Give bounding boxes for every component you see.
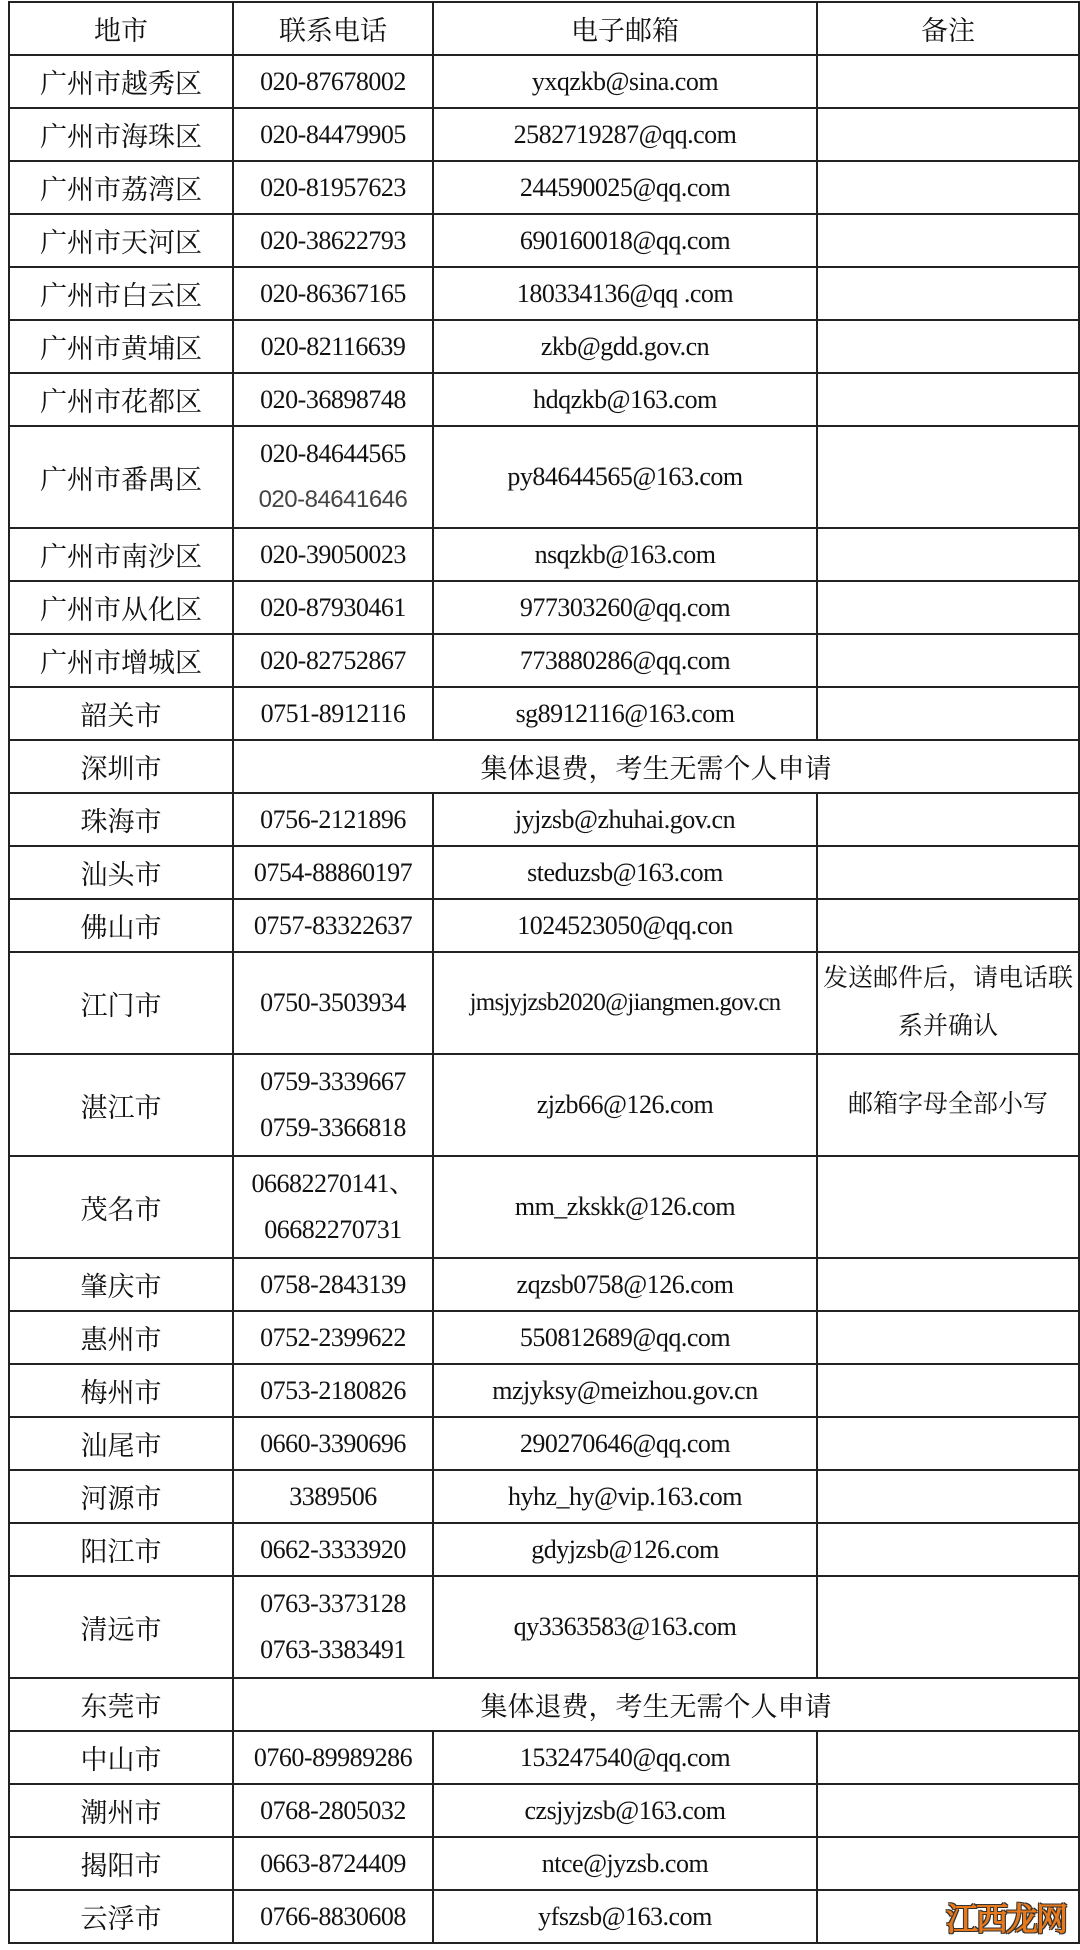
phone-cell (233, 108, 433, 161)
email-cell[interactable]: 773880286@qq.com (433, 634, 817, 687)
email-cell[interactable]: zjzb66@126.com (433, 1054, 817, 1156)
note-cell (817, 1523, 1079, 1576)
table-row (9, 1890, 1079, 1943)
note-cell (817, 846, 1079, 899)
city-cell: 广州市南沙区 (9, 528, 233, 581)
note-cell: 邮箱字母全部小写 (817, 1054, 1079, 1156)
phone-number: 0758-2843139 (260, 1269, 406, 1299)
phone-number: 020-82116639 (260, 331, 406, 361)
table-row (9, 846, 1079, 899)
city-cell: 汕头市 (9, 846, 233, 899)
email-cell[interactable]: 977303260@qq.com (433, 581, 817, 634)
table-row (9, 634, 1079, 687)
table-row (9, 267, 1079, 320)
phone-cell (233, 899, 433, 952)
phone-number: 0763-3383491 (260, 1635, 406, 1664)
table-row (9, 793, 1079, 846)
email-cell[interactable]: 690160018@qq.com (433, 214, 817, 267)
phone-number: 0766-8830608 (260, 1901, 406, 1931)
city-cell: 广州市荔湾区 (9, 161, 233, 214)
city-cell: 汕尾市 (9, 1417, 233, 1470)
phone-cell (233, 1054, 433, 1156)
phone-number: 3389506 (289, 1481, 377, 1511)
email-cell[interactable]: 180334136@qq .com (433, 267, 817, 320)
phone-number: 020-86367165 (260, 278, 406, 308)
table-row (9, 1470, 1079, 1523)
phone-cell (233, 1890, 433, 1943)
email-cell[interactable]: steduzsb@163.com (433, 846, 817, 899)
note-cell (817, 1156, 1079, 1258)
note-cell (817, 528, 1079, 581)
phone-cell (233, 1364, 433, 1417)
city-cell: 清远市 (9, 1576, 233, 1678)
phone-number: 0662-3333920 (260, 1534, 406, 1564)
table-row (9, 899, 1079, 952)
merged-note-cell: 集体退费，考生无需个人申请 (233, 1678, 1079, 1731)
phone-number: 0759-3339667 (260, 1067, 406, 1096)
note-cell (817, 267, 1079, 320)
phone-cell (233, 1156, 433, 1258)
email-cell[interactable]: zkb@gdd.gov.cn (433, 320, 817, 373)
email-cell[interactable]: hyhz_hy@vip.163.com (433, 1470, 817, 1523)
table-row (9, 952, 1079, 1054)
contact-table (8, 1, 1080, 1944)
note-cell (817, 373, 1079, 426)
email-cell[interactable]: hdqzkb@163.com (433, 373, 817, 426)
table-row (9, 1417, 1079, 1470)
phone-number: 0660-3390696 (260, 1428, 406, 1458)
header-city: 地市 (9, 2, 233, 55)
email-cell[interactable]: zqzsb0758@126.com (433, 1258, 817, 1311)
city-cell: 茂名市 (9, 1156, 233, 1258)
note-cell (817, 1364, 1079, 1417)
city-cell: 广州市黄埔区 (9, 320, 233, 373)
phone-cell (233, 1731, 433, 1784)
phone-cell (233, 161, 433, 214)
phone-cell (233, 1311, 433, 1364)
phone-number: 020-84644565 (260, 439, 406, 468)
phone-cell (233, 1470, 433, 1523)
city-cell: 韶关市 (9, 687, 233, 740)
email-cell[interactable]: nsqzkb@163.com (433, 528, 817, 581)
phone-number: 0756-2121896 (260, 804, 406, 834)
table-row (9, 1784, 1079, 1837)
phone-number: 020-87930461 (260, 592, 406, 622)
note-cell (817, 1784, 1079, 1837)
city-cell: 广州市天河区 (9, 214, 233, 267)
note-cell (817, 320, 1079, 373)
table-row (9, 528, 1079, 581)
email-cell[interactable]: 550812689@qq.com (433, 1311, 817, 1364)
note-cell (817, 214, 1079, 267)
phone-number: 0752-2399622 (260, 1322, 406, 1352)
table-row (9, 426, 1079, 528)
phone-cell (233, 687, 433, 740)
phone-number: 0663-8724409 (260, 1848, 406, 1878)
phone-number: 0753-2180826 (260, 1375, 406, 1405)
city-cell: 梅州市 (9, 1364, 233, 1417)
email-cell[interactable]: py84644565@163.com (433, 426, 817, 528)
phone-cell (233, 1417, 433, 1470)
phone-number: 0750-3503934 (260, 988, 406, 1017)
note-cell (817, 1258, 1079, 1311)
city-cell: 东莞市 (9, 1678, 233, 1731)
table-row (9, 687, 1079, 740)
phone-number: 06682270731 (264, 1215, 402, 1244)
phone-number: 020-81957623 (260, 172, 406, 202)
table-row (9, 1364, 1079, 1417)
table-row (9, 214, 1079, 267)
phone-cell (233, 793, 433, 846)
note-cell (817, 1470, 1079, 1523)
city-cell: 佛山市 (9, 899, 233, 952)
phone-cell (233, 426, 433, 528)
city-cell: 江门市 (9, 952, 233, 1054)
note-cell (817, 1417, 1079, 1470)
table-row (9, 373, 1079, 426)
phone-cell (233, 1837, 433, 1890)
phone-number: 020-38622793 (260, 225, 406, 255)
city-cell: 阳江市 (9, 1523, 233, 1576)
note-cell (817, 108, 1079, 161)
city-cell: 广州市海珠区 (9, 108, 233, 161)
note-cell (817, 161, 1079, 214)
table-row (9, 1258, 1079, 1311)
phone-number: 0760-89989286 (253, 1742, 413, 1772)
email-cell[interactable]: jmsjyjzsb2020@jiangmen.gov.cn (433, 952, 817, 1054)
phone-number: 020-82752867 (260, 645, 406, 675)
note-cell (817, 55, 1079, 108)
email-cell[interactable]: mzjyksy@meizhou.gov.cn (433, 1364, 817, 1417)
header-email: 电子邮箱 (433, 2, 817, 55)
email-cell[interactable]: 153247540@qq.com (433, 1731, 817, 1784)
phone-number: 0768-2805032 (260, 1795, 406, 1825)
email-cell[interactable]: yfszsb@163.com (433, 1890, 817, 1943)
note-cell (817, 1311, 1079, 1364)
email-cell[interactable]: jyjzsb@zhuhai.gov.cn (433, 793, 817, 846)
note-cell (817, 793, 1079, 846)
phone-number: 020-87678002 (260, 66, 406, 96)
table-row (9, 1054, 1079, 1156)
phone-cell (233, 1576, 433, 1678)
city-cell: 广州市白云区 (9, 267, 233, 320)
city-cell: 云浮市 (9, 1890, 233, 1943)
phone-number: 0759-3366818 (260, 1113, 406, 1142)
phone-number: 020-39050023 (260, 539, 406, 569)
city-cell: 中山市 (9, 1731, 233, 1784)
phone-cell (233, 528, 433, 581)
city-cell: 河源市 (9, 1470, 233, 1523)
table-row (9, 1678, 1079, 1731)
phone-cell (233, 634, 433, 687)
merged-note-cell: 集体退费，考生无需个人申请 (233, 740, 1079, 793)
phone-cell (233, 373, 433, 426)
phone-cell (233, 214, 433, 267)
phone-cell (233, 1523, 433, 1576)
city-cell: 肇庆市 (9, 1258, 233, 1311)
table-row (9, 320, 1079, 373)
phone-cell (233, 846, 433, 899)
phone-number: 020-84479905 (260, 119, 406, 149)
note-cell (817, 634, 1079, 687)
table-row (9, 1731, 1079, 1784)
email-cell[interactable]: 244590025@qq.com (433, 161, 817, 214)
table-row (9, 1576, 1079, 1678)
email-cell[interactable]: 290270646@qq.com (433, 1417, 817, 1470)
table-row (9, 1837, 1079, 1890)
city-cell: 广州市花都区 (9, 373, 233, 426)
phone-number: 0757-83322637 (253, 910, 413, 940)
phone-number: 06682270141、 (251, 1169, 415, 1198)
email-cell[interactable]: qy3363583@163.com (433, 1576, 817, 1678)
city-cell: 广州市番禺区 (9, 426, 233, 528)
note-cell (817, 426, 1079, 528)
note-cell (817, 1837, 1079, 1890)
phone-number: 0763-3373128 (260, 1589, 406, 1618)
phone-number: 020-84641646 (258, 486, 408, 513)
email-cell[interactable]: czsjyjzsb@163.com (433, 1784, 817, 1837)
table-row (9, 108, 1079, 161)
city-cell: 揭阳市 (9, 1837, 233, 1890)
header-phone: 联系电话 (233, 2, 433, 55)
note-cell (817, 1576, 1079, 1678)
table-header-row (9, 2, 1079, 55)
city-cell: 广州市增城区 (9, 634, 233, 687)
phone-cell (233, 952, 433, 1054)
note-cell (817, 581, 1079, 634)
phone-number: 0754-88860197 (253, 857, 413, 887)
table-row (9, 581, 1079, 634)
phone-cell (233, 1258, 433, 1311)
phone-cell (233, 55, 433, 108)
city-cell: 湛江市 (9, 1054, 233, 1156)
email-cell[interactable]: yxqzkb@sina.com (433, 55, 817, 108)
city-cell: 深圳市 (9, 740, 233, 793)
email-cell[interactable]: gdyjzsb@126.com (433, 1523, 817, 1576)
phone-cell (233, 267, 433, 320)
city-cell: 惠州市 (9, 1311, 233, 1364)
city-cell: 广州市越秀区 (9, 55, 233, 108)
table-row (9, 1156, 1079, 1258)
phone-number: 020-36898748 (260, 384, 406, 414)
email-cell[interactable]: 1024523050@qq.con (433, 899, 817, 952)
phone-cell (233, 1784, 433, 1837)
email-cell[interactable]: sg8912116@163.com (433, 687, 817, 740)
note-cell: 发送邮件后，请电话联系并确认 (817, 952, 1079, 1054)
table-row (9, 161, 1079, 214)
table-row (9, 1523, 1079, 1576)
note-cell (817, 687, 1079, 740)
phone-cell (233, 581, 433, 634)
city-cell: 潮州市 (9, 1784, 233, 1837)
table-row (9, 740, 1079, 793)
watermark-logo: 江西龙网 (945, 1900, 1066, 1938)
email-cell[interactable]: mm_zkskk@126.com (433, 1156, 817, 1258)
city-cell: 珠海市 (9, 793, 233, 846)
email-cell[interactable]: 2582719287@qq.com (433, 108, 817, 161)
header-note: 备注 (817, 2, 1079, 55)
table-body (9, 55, 1079, 1943)
phone-number: 0751-8912116 (260, 698, 406, 728)
table-row (9, 55, 1079, 108)
note-cell (817, 899, 1079, 952)
note-cell (817, 1731, 1079, 1784)
table-row (9, 1311, 1079, 1364)
email-cell[interactable]: ntce@jyzsb.com (433, 1837, 817, 1890)
phone-cell (233, 320, 433, 373)
city-cell: 广州市从化区 (9, 581, 233, 634)
